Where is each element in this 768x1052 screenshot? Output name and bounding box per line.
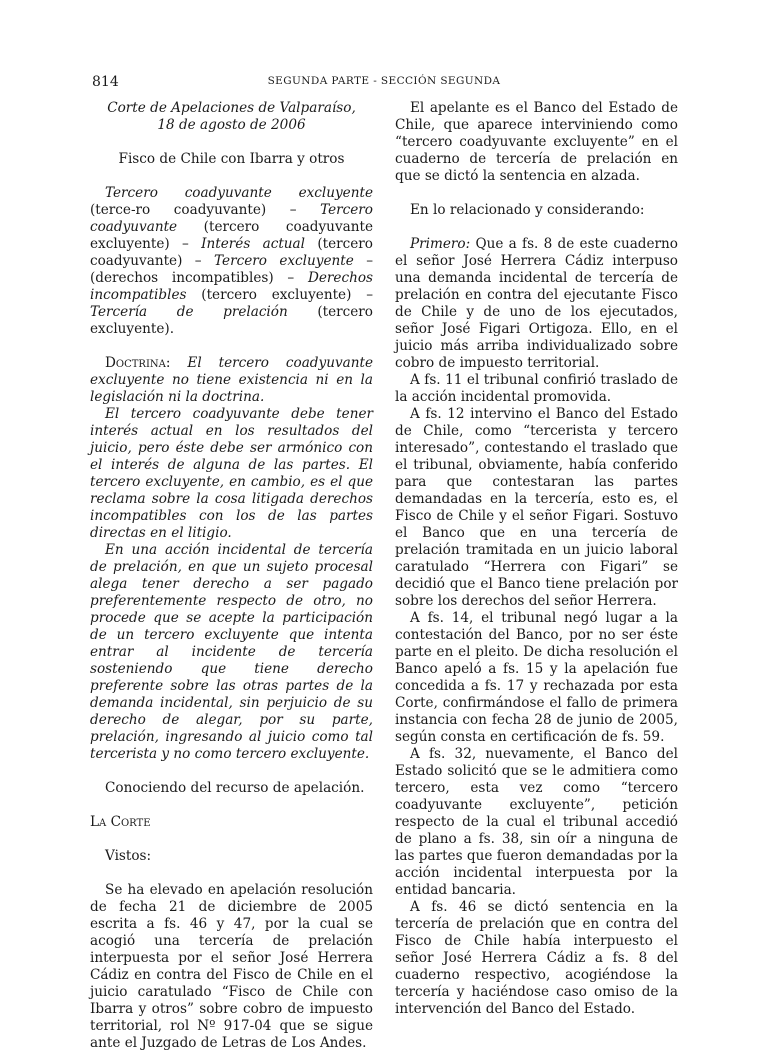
court-line-1: Corte de Apelaciones de Valparaíso,: [107, 100, 356, 116]
left-column: [90, 100, 373, 1052]
case-title: Fisco de Chile con Ibarra y otros: [118, 151, 345, 167]
primero-paragraph: [395, 236, 678, 372]
court-line-2: 18 de agosto de 2006: [157, 117, 306, 133]
vistos-heading: Vistos:: [105, 848, 152, 864]
kw-4: (tercero coadyuvante excluyente) –: [90, 219, 373, 252]
right-column: [395, 100, 678, 1018]
doctrina-paragraph-1: [90, 355, 373, 406]
kw-8: – (derechos incompatibles) –: [90, 253, 373, 286]
doctrina-text-1: El tercero coadyuvante excluyente no tiene existencia ni en la legislación ni la doctrina.: [90, 355, 373, 405]
primero-text: Que a fs. 8 de este cuaderno el señor José Herrera Cádiz interpuso una demanda incidental de tercería de prelación en contra del ejecutante Fisco de Chile y de uno de los ejecutados, señor José Figari Ortigoza. Ello, en el juicio más arriba individualizado sobre cobro de impuesto territorial.: [395, 236, 678, 371]
elevado-paragraph: Se ha elevado en apelación resolución de fecha 21 de diciembre de 2005 escrita a fs. 46 y 47, por la cual se acogió una tercería de prelación interpuesta por el señor José Herrera Cádiz en contra del Fisco de Chile en el juicio caratulado “Fisco de Chile con Ibarra y otros” sobre cobro de impuesto territorial, rol Nº 917-04 que se sigue ante el Juzgado de Letras de Los Andes.: [90, 882, 373, 1051]
primero-label: Primero:: [410, 236, 471, 252]
kw-1: Tercero coadyuvante excluyente: [105, 185, 373, 201]
keywords: [90, 185, 373, 338]
fs14-paragraph: A fs. 14, el tribunal negó lugar a la contestación del Banco, por no ser éste parte en el pleito. De dicha resolución el Banco apeló a fs. 15 y la apelación fue concedida a fs. 17 y rechazada por esta Corte, confirmándose el fallo de primera instancia con fecha 28 de junio de 2005, según consta en certificación de fs. 59.: [395, 610, 678, 745]
kw-6: (tercero coadyuvante) –: [90, 236, 373, 269]
kw-7: Tercero excluyente: [214, 253, 354, 269]
la-corte-heading: La Corte: [90, 814, 151, 830]
kw-12: (tercero excluyente).: [90, 304, 373, 337]
conociendo-line: Conociendo del recurso de apelación.: [105, 780, 365, 796]
kw-10: (tercero excluyente) –: [186, 287, 373, 303]
apelante-paragraph: El apelante es el Banco del Estado de Chile, que aparece interviniendo como “tercero coadyuvante excluyente” en el cuaderno de tercería de prelación en que se dictó la sentencia en alzada.: [395, 100, 678, 184]
relacionado-line: En lo relacionado y considerando:: [410, 202, 645, 218]
doctrina-label: Doctrina:: [105, 355, 171, 371]
page-number: 814: [92, 74, 119, 90]
kw-2: (terce-ro coadyuvante) –: [90, 202, 321, 218]
kw-5: Interés actual: [201, 236, 306, 252]
kw-3: Tercero coadyuvante: [90, 202, 373, 235]
kw-11: Tercería de prelación: [90, 304, 288, 320]
kw-9: Derechos incompatibles: [90, 270, 373, 303]
page-header: [92, 74, 676, 94]
fs11-paragraph: A fs. 11 el tribunal confirió traslado de la acción incidental promovida.: [395, 372, 678, 405]
fs32-paragraph: A fs. 32, nuevamente, el Banco del Estado solicitó que se le admitiera como tercero, esta vez como “tercero coadyuvante excluyente”, petición respecto de la cual el tribunal accedió de plano a fs. 38, sin oír a ninguna de las partes que fueron demandadas por la acción incidental interpuesta por la entidad bancaria.: [395, 746, 678, 898]
fs46-paragraph: A fs. 46 se dictó sentencia en la tercería de prelación que en contra del Fisco de Chile había interpuesto el señor José Herrera Cádiz a fs. 8 del cuaderno respectivo, acogiéndose la tercería y haciéndose caso omiso de la intervención del Banco del Estado.: [395, 899, 678, 1017]
doctrina-paragraph-2: El tercero coadyuvante debe tener interés actual en los resultados del juicio, pero éste debe ser armónico con el interés de alguna de las partes. El tercero excluyente, en cambio, es el que reclama sobre la cosa litigada derechos incompatibles con los de las partes directas en el litigio.: [90, 406, 373, 541]
running-head: SEGUNDA PARTE - SECCIÓN SEGUNDA: [267, 75, 501, 87]
doctrina-paragraph-3: En una acción incidental de tercería de prelación, en que un sujeto procesal alega tener derecho a ser pagado preferentemente respecto de otro, no procede que se acepte la participación de un tercero excluyente que intenta entrar al incidente de tercería sosteniendo que tiene derecho preferente sobre las otras partes de la demanda incidental, sin perjuicio de su derecho de alegar, por su parte, prelación, ingresando al juicio como tal tercerista y no como tercero excluyente.: [90, 542, 373, 762]
fs12-paragraph: A fs. 12 intervino el Banco del Estado de Chile, como “tercerista y tercero interesado”, contestando el traslado que el tribunal, obviamente, había conferido para que contestaran las partes demandadas en la tercería, esto es, el Fisco de Chile y el señor Figari. Sostuvo el Banco que en una tercería de prelación tramitada en un juicio laboral caratulado “Herrera con Figari” se decidió que el Banco tiene prelación por sobre los derechos del señor Herrera.: [395, 406, 678, 609]
